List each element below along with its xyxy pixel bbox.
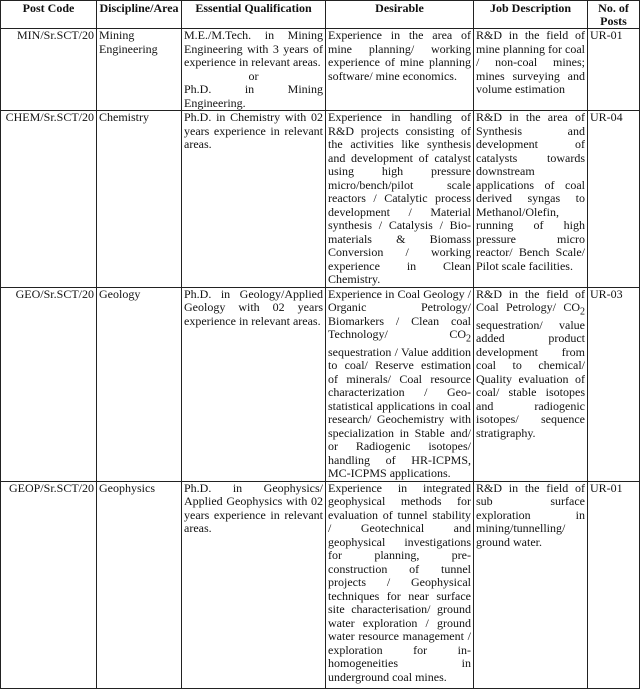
header-discipline: Discipline/Area: [97, 1, 182, 29]
posts-cell: UR-04: [588, 111, 640, 288]
posts-cell: UR-01: [588, 29, 640, 111]
qualification-cell: Ph.D. in Geophysics/ Applied Geophysics with 02 years experience in relevant areas.: [182, 481, 326, 688]
subscript: 2: [466, 333, 471, 345]
desirable-cell: Experience in integrated geophysical methods for evaluation of tunnel stability / Geotechnical and geophysical investigations for planning, pre-construction of tunnel projects / Geophysical techniques for near surface site characterisation/ ground water exploration / ground water resource management / exploration for in-homogeneities in underground coal mines.: [326, 481, 474, 688]
qualification-cell: Ph.D. in Geology/Applied Geology with 02 years experience in relevant areas.: [182, 287, 326, 481]
posts-cell: UR-03: [588, 287, 640, 481]
header-desirable: Desirable: [326, 1, 474, 29]
post-code-cell: CHEM/Sr.SCT/20: [1, 111, 97, 288]
posts-cell: UR-01: [588, 481, 640, 688]
subscript: 2: [580, 306, 585, 318]
qualification-text-alt: Ph.D. in Mining Engineering.: [184, 82, 323, 110]
qualification-cell: Ph.D. in Chemistry with 02 years experience in relevant areas.: [182, 111, 326, 288]
post-code-cell: GEOP/Sr.SCT/20: [1, 481, 97, 688]
table-row-geophysics: [1, 481, 640, 688]
post-code-cell: MIN/Sr.SCT/20: [1, 29, 97, 111]
table-row-geology: [1, 287, 640, 481]
job-text: R&D in the field of Coal Petrology/ CO: [476, 286, 585, 314]
discipline-cell: Geophysics: [97, 481, 182, 688]
desirable-text-rest: sequestration / Value addition to coal/ Reserve estimation of minerals/ Coal resource characterization / Geo-statistical applications in coal research/ Geochemistry with specialization in Stable and/ or Radiogenic isotopes/ handling of HR-ICPMS, MC-ICPMS applications.: [328, 344, 471, 481]
post-code-cell: GEO/Sr.SCT/20: [1, 287, 97, 481]
table-row-chemistry: [1, 111, 640, 288]
discipline-cell: Mining Engineering: [97, 29, 182, 111]
job-description-cell: R&D in the area of Synthesis and development of catalysts towards downstream applications of coal derived syngas to Methanol/Olefin, running of high pressure micro reactor/ Bench Scale/ Pilot scale facilities.: [474, 111, 588, 288]
header-job-description: Job Description: [474, 1, 588, 29]
desirable-text: Experience in Coal Geology / Organic Petrology/ Biomarkers / Clean coal Technology/ CO: [328, 286, 471, 341]
job-text-rest: sequestration/ value added product development from coal to chemical/ Quality evaluation of coal/ stable isotopes and radiogenic isotopes/ sequence stratigraphy.: [476, 317, 585, 440]
table-header-row: [1, 1, 640, 29]
desirable-cell: [326, 287, 474, 481]
header-post-code: Post Code: [1, 1, 97, 29]
discipline-cell: Geology: [97, 287, 182, 481]
header-posts: No. of Posts: [588, 1, 640, 29]
job-description-cell: R&D in the field of sub surface exploration in mining/tunnelling/ ground water.: [474, 481, 588, 688]
desirable-cell: Experience in handling of R&D projects consisting of the activities like synthesis and development of catalyst using high pressure micro/bench/pilot scale reactors / Catalytic process development / Material synthesis / Catalysis / Bio-materials & Biomass Conversion / working experience in Clean Chemistry.: [326, 111, 474, 288]
desirable-cell: Experience in the area of mine planning/ working experience of mine planning software/ mine economics.: [326, 29, 474, 111]
qualification-cell: [182, 29, 326, 111]
job-description-cell: [474, 287, 588, 481]
job-description-cell: R&D in the field of mine planning for coal / non-coal mines; mines surveying and volume estimation: [474, 29, 588, 111]
qualification-text: M.E./M.Tech. in Mining Engineering with 3 years of experience in relevant areas.: [184, 28, 323, 69]
qualification-or: or: [248, 68, 259, 83]
table-row-mining: [1, 29, 640, 111]
discipline-cell: Chemistry: [97, 111, 182, 288]
header-qualification: Essential Qualification: [182, 1, 326, 29]
